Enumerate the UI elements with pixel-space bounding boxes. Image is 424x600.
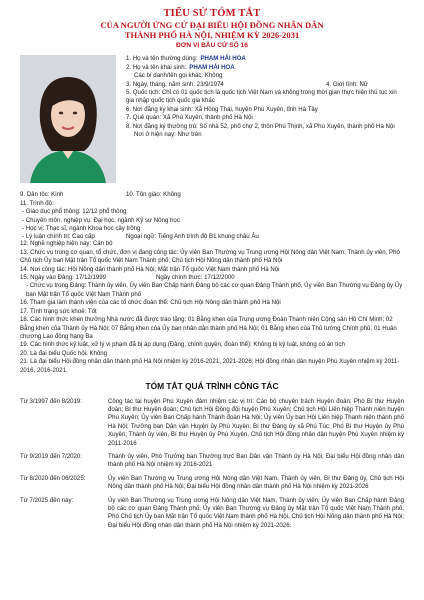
field-national-assembly: 20. Là đại biểu Quốc hội: Không bbox=[20, 349, 108, 357]
field-party-position: - Chức vụ trong Đảng: Thành ủy viên, Ủy viên Ban Chấp hành Đảng bộ các cơ quan Đảng Thành phố, Ủy viên Ban Thường vụ Đảng ủy Ủy ban Mặt trận Tổ quốc Việt Nam Thành phố bbox=[26, 282, 403, 298]
field-position: 13. Chức vụ trong cơ quan, tổ chức, đơn vị đang công tác: Ủy viên Ban Thường vụ Trung ương Hội Nông dân Việt Nam; Thành ủy viên, Phó Chủ tịch Ủy ban Mặt trận Tổ quốc Việt Nam Thành phố; Chủ tịch Hội Nông dân thành phố Hà Nội bbox=[20, 248, 400, 265]
field-education-major: - Chuyên môn, nghiệp vụ: Đại học, ngành Kỹ sư Nông học bbox=[22, 216, 180, 224]
work-history-title: TÓM TẮT QUÁ TRÌNH CÔNG TÁC bbox=[145, 380, 279, 391]
field-ethnicity: 9. Dân tộc: Kinh bbox=[20, 191, 64, 199]
field-hometown: 7. Quê quán: Xã Phú Xuyên, thành phố Hà Nội bbox=[126, 114, 253, 122]
field-birth-registration: 6. Nơi đăng ký khai sinh: Xã Hồng Thái, huyện Phú Xuyên, tỉnh Hà Tây bbox=[126, 105, 318, 113]
birth-name-value: PHẠM HẢI HOA bbox=[189, 63, 235, 71]
field-party-join-date: 15. Ngày vào Đảng: 17/12/1999 bbox=[20, 274, 107, 282]
field-political-theory: - Lý luận chính trị: Cao cấp bbox=[22, 233, 95, 241]
work-period: Từ 7/2025 đến nay: bbox=[20, 496, 74, 504]
document-subtitle-line2: THÀNH PHỐ HÀ NỘI, NHIỆM KỲ 2026-2031 bbox=[124, 30, 300, 41]
portrait-image bbox=[20, 55, 116, 183]
candidate-photo bbox=[20, 55, 116, 183]
field-party-official-date: Ngày chính thức: 17/12/2000 bbox=[156, 274, 235, 282]
field-organizations: 16. Tham gia làm thành viên của các tổ chức đoàn thể: Chủ tịch Hội Nông dân thành phố Hà Nội bbox=[20, 299, 281, 307]
field-birth-name bbox=[126, 64, 404, 72]
field-religion: 10. Tôn giáo: Không bbox=[126, 191, 181, 199]
personal-fields bbox=[126, 55, 404, 139]
details-section bbox=[20, 240, 404, 375]
field-current-residence: Nơi ở hiện nay: Như trên bbox=[134, 131, 202, 139]
work-description: Ủy viên Ban Thường vụ Trung ương Hội Nông dân Việt Nam, Thành ủy viên, Bí thư Đảng ủy, Chủ tịch Hội Nông dân thành phố Hà Nội; Đại biểu Hội đồng nhân dân thành phố Hà Nội nhiệm kỳ 2021-2026 bbox=[108, 474, 404, 491]
field-dob: 3. Ngày, tháng, năm sinh: 23/9/1974 bbox=[126, 80, 224, 88]
field-awards: 18. Các hình thức khen thưởng Nhà nước đã được trao tặng: 01 Bằng khen của Trung ương Đoàn Thanh niên Cộng sản Hồ Chí Minh; 02 Bằng khen của Thành ủy Hà Nội; 07 Bằng khen của Ủy ban nhân dân thành phố Hà Nội; 01 Bằng khen của Thủ tướng Chính phủ; 01 Huân chương Lao động hạng Ba bbox=[20, 316, 397, 340]
field-gender: 4. Giới tính: Nữ bbox=[326, 80, 368, 88]
work-description: Thành ủy viên, Phó Trưởng ban Thường trực Ban Dân vận Thành ủy Hà Nội; Đại biểu Hội đồng nhân dân thành phố Hà Nội nhiệm kỳ 2016-2021 bbox=[108, 452, 404, 469]
field-label: 1. Họ và tên thường dùng: bbox=[126, 55, 198, 63]
work-history-item bbox=[20, 497, 404, 531]
field-occupation: 12. Nghề nghiệp hiện nay: Cán bộ bbox=[20, 240, 113, 248]
field-common-name bbox=[126, 55, 404, 63]
work-description: Ủy viên Ban Thường vụ Trung ương Hội Nông dân Việt Nam, Thành ủy viên, Ủy viên Ban Chấp hành Đảng bộ các cơ quan Đảng Thành phố, Ủy viên Ban Thường vụ Đảng ủy Mặt trận Tổ quốc Việt Nam Thành phố, Phó Chủ tịch Ủy ban Mặt trận Tổ quốc Việt Nam thành phố Hà Nội, Chủ tịch Hội Nông dân thành phố Hà Nội; Đại biểu Hội đồng nhân dân thành phố Hà Nội nhiệm kỳ 2021-2026. bbox=[108, 496, 404, 529]
field-discipline: 19. Các hình thức kỷ luật, xử lý vi phạm đã bị áp dụng (Đảng, chính quyền, đoàn thể): Không bị kỷ luật, không có án tích bbox=[20, 341, 345, 349]
work-period: Từ 9/2019 đến 7/2020: bbox=[20, 452, 83, 460]
field-label: 2. Họ và tên khai sinh: bbox=[126, 63, 187, 71]
electoral-unit: ĐƠN VỊ BẦU CỬ SỐ 16 bbox=[176, 42, 248, 50]
document-subtitle-line1: CỦA NGƯỜI ỨNG CỬ ĐẠI BIỂU HỘI ĐỒNG NHÂN DÂN bbox=[100, 20, 324, 31]
field-aliases: Các bí danh/tên gọi khác: Không bbox=[134, 72, 223, 80]
common-name-value: PHẠM HẢI HOA bbox=[200, 55, 246, 63]
document-header bbox=[20, 8, 404, 50]
field-dob-gender bbox=[126, 81, 404, 89]
work-description: Công tác tại huyện Phú Xuyên đảm nhiệm các vị trí: Cán bộ chuyên trách Huyện đoàn; Phó Bí thư Huyện đoàn; Bí thư Huyện đoàn; Chủ tịch Hội Đồng đội huyện Phú Xuyên; Chủ tịch Hội Liên hiệp Thanh niên huyện Phú Xuyên; Ủy viên Ban Chấp hành Thành đoàn Hà Nội; Ủy viên Ủy ban Hội Liên hiệp Thanh niên thành phố Hà Nội; Trưởng ban Dân vận Huyện ủy Phú Xuyên; Bí thư Đảng ủy xã Phú Túc; Phó Bí thư Huyện ủy Phú Xuyên; Thành ủy viên, Bí thư Huyện ủy Phú Xuyên, Chủ tịch Hội đồng nhân dân huyện Phú Xuyên nhiệm kỳ 2011-2016 bbox=[108, 397, 404, 447]
work-period: Từ 3/1997 đến 8/2019: bbox=[20, 397, 83, 405]
field-politics-language bbox=[20, 233, 404, 241]
field-party-dates bbox=[20, 274, 404, 282]
work-history-item bbox=[20, 398, 404, 448]
field-nationality: 5. Quốc tịch: Chỉ có 01 quốc tịch là quốc tịch Việt Nam và không trong thời gian thực hiện thủ tục xin gia nhập quốc tịch quốc gia khác bbox=[126, 89, 397, 105]
field-health: 17. Tình trạng sức khoẻ: Tốt bbox=[20, 307, 97, 315]
field-education-heading: 11. Trình độ: bbox=[20, 199, 54, 207]
work-history-list bbox=[20, 398, 404, 531]
work-history-item bbox=[20, 475, 404, 492]
work-period: Từ 8/2020 đến 06/2025: bbox=[20, 474, 86, 482]
field-education-general: - Giáo dục phổ thông: 12/12 phổ thông bbox=[22, 208, 127, 216]
field-council-member: 21. Là đại biểu Hội đồng nhân dân thành phố Hà Nội nhiệm kỳ 2016-2021, 2021-2026; Hội đồng nhân dân huyện Phú Xuyên nhiệm kỳ 2011-2016, 2016-2021. bbox=[20, 358, 400, 374]
document-title: TIỂU SỬ TÓM TẮT bbox=[163, 8, 261, 19]
field-education-degree: - Học vị: Thạc sĩ, ngành Khoa học cây trồng bbox=[22, 225, 141, 233]
field-foreign-language: Ngoại ngữ: Tiếng Anh trình độ B1 khung châu Âu bbox=[126, 233, 259, 241]
work-history-item bbox=[20, 453, 404, 470]
field-workplace: 14. Nơi công tác: Hội Nông dân thành phố Hà Nội; Mặt trận Tổ quốc Việt Nam thành phố Hà Nội bbox=[20, 265, 280, 273]
ethnicity-religion-row bbox=[20, 191, 404, 241]
personal-info-section bbox=[20, 55, 404, 241]
field-permanent-residence: 8. Nơi đăng ký thường trú: Số nhà 52, phố chợ 2, thôn Phú Thịnh, xã Phú Xuyên, thành phố Hà Nội bbox=[126, 122, 395, 130]
